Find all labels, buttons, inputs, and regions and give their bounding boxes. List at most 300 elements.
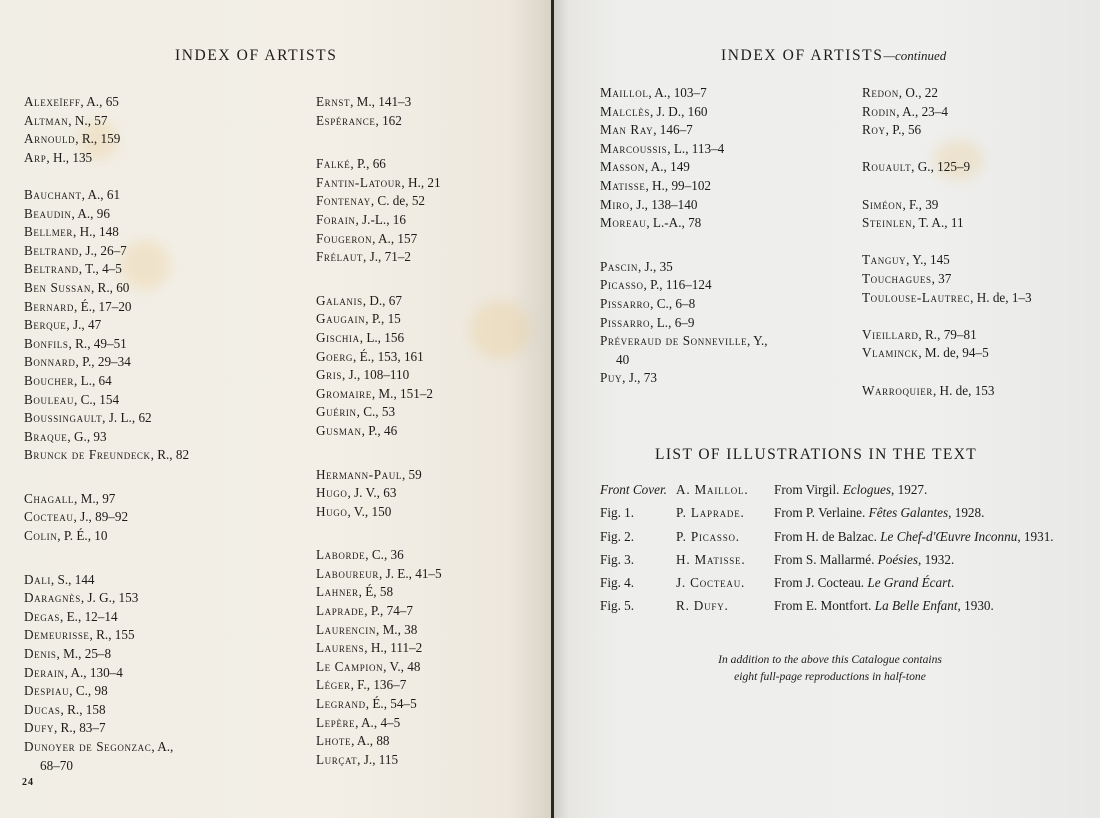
index-entry (600, 140, 768, 159)
index-entry (862, 103, 1032, 122)
page-reference: , P. É., 10 (57, 528, 108, 544)
artist-name: Beltrand (24, 242, 79, 258)
page-reference: , M. de, 94–5 (918, 345, 989, 361)
page-reference: , J. D., 160 (649, 103, 708, 119)
book-gutter (551, 0, 554, 818)
artist-name: Lhote (316, 733, 352, 749)
artist-name: Maillol (600, 85, 649, 100)
figure-label: Fig. 1. (600, 505, 635, 521)
artist-name: Redon (862, 85, 899, 100)
page-reference: , R., 49–51 (68, 335, 127, 351)
page-reference: , É., 153, 161 (353, 348, 424, 364)
heading-text: INDEX OF ARTISTS (175, 47, 338, 64)
section-spacer (316, 441, 442, 466)
artist-name: Pissarro (600, 314, 651, 330)
page-reference: , A., 157 (372, 230, 418, 246)
page-reference: , J., 26–7 (78, 242, 127, 258)
page-reference: , L., 64 (74, 372, 112, 388)
page-reference: , J., 47 (66, 317, 102, 333)
artist-name: Puy (600, 370, 623, 386)
artist-name: Bauchant (24, 186, 82, 202)
section-spacer (24, 546, 189, 571)
artist-name: Warroquier (862, 382, 933, 398)
artist-name: Lepère (316, 714, 356, 730)
work-title: Fêtes Galantes (868, 505, 949, 521)
page-reference: , J., 115 (357, 751, 399, 767)
artist-name: Rouault (862, 159, 912, 175)
page-reference: , G., 125–9 (911, 159, 971, 175)
page-reference: , H., 135 (46, 149, 93, 165)
index-entry (24, 391, 189, 410)
index-entry (316, 93, 442, 112)
artist-name: Dunoyer de Segonzac (24, 739, 152, 754)
index-entry (600, 177, 768, 196)
artist-name: Chagall (24, 490, 74, 506)
index-entry (316, 211, 442, 230)
work-year: , 1930. (957, 598, 994, 614)
work-year: , 1932. (917, 551, 955, 567)
page-reference: , V., 150 (347, 503, 392, 519)
index-entry (316, 565, 442, 584)
illustration-source (774, 575, 954, 591)
index-entry (600, 103, 768, 122)
index-entry (316, 403, 442, 422)
artist-name: Bonnard (24, 354, 76, 370)
index-entry (24, 589, 189, 608)
note-line: In addition to the above this Catalogue contains (718, 653, 942, 666)
page-reference: , A., 103–7 (648, 85, 707, 100)
source-author: From Virgil. (774, 482, 840, 497)
index-entry (316, 621, 442, 640)
artist-name: Laborde (316, 547, 366, 563)
index-entry (316, 676, 442, 695)
index-entry (316, 366, 442, 385)
page-reference: , A., 61 (81, 186, 121, 202)
artist-name: Demeurisse (24, 627, 90, 643)
page-reference: , J. E., 41–5 (378, 565, 442, 581)
heading-continued: —continued (883, 48, 947, 63)
page-reference: , E., 12–14 (60, 608, 118, 624)
illustration-source (774, 505, 984, 521)
index-entry (316, 484, 442, 503)
artist-name: Bellmer (24, 224, 73, 240)
index-entry (862, 121, 1032, 140)
artist-name: Man Ray (600, 122, 654, 138)
index-entry (316, 714, 442, 733)
figure-label: Fig. 4. (600, 575, 635, 591)
index-entry (600, 84, 768, 103)
artist-name: Brunck de Freundeck (24, 447, 151, 463)
page-reference: , L., 6–9 (650, 314, 695, 330)
figure-label: Fig. 2. (600, 528, 635, 544)
index-entry (316, 503, 442, 522)
section-spacer (316, 521, 442, 546)
source-author: From J. Cocteau. (774, 575, 865, 591)
index-entry (316, 230, 442, 249)
index-entry (600, 121, 768, 140)
artist-name: Laboureur (316, 565, 379, 581)
index-entry (24, 626, 189, 645)
artist-name: Fantin-Latour (316, 174, 402, 190)
index-entry (862, 270, 1032, 289)
page-reference: , H. de, 1–3 (970, 289, 1032, 305)
page-reference: , J. L., 62 (102, 410, 152, 426)
index-column (24, 93, 189, 775)
artist-name: Beltrand (24, 261, 79, 277)
artist-name: Toulouse-Lautrec (862, 289, 971, 305)
index-entry (600, 314, 768, 333)
page-reference: , P., 15 (365, 311, 401, 327)
artist-name: Miro (600, 196, 630, 212)
artist-name: Roy (862, 122, 886, 138)
artist-name: Rodin (862, 103, 897, 119)
index-entry (316, 310, 442, 329)
index-entry (862, 158, 1032, 177)
index-entry (600, 276, 768, 295)
page-reference: , 162 (375, 112, 402, 128)
page-reference: , J., 138–140 (629, 196, 698, 212)
work-year: , 1927. (891, 482, 928, 497)
index-entry (862, 326, 1032, 345)
artist-name: Arnould (24, 131, 76, 147)
page-reference: , C., 36 (365, 547, 404, 563)
illustration-artist: P. Picasso. (676, 528, 740, 544)
page-number: 24 (22, 777, 34, 788)
index-column (862, 84, 1032, 400)
page-reference: , H., 99–102 (645, 177, 712, 193)
index-entry (316, 385, 442, 404)
figure-label: Fig. 5. (600, 598, 635, 614)
artist-name: Arp (24, 149, 47, 165)
index-entry (24, 353, 189, 372)
page-reference: , C., 6–8 (650, 295, 696, 311)
index-entry (316, 695, 442, 714)
page-reference: , L.-A., 78 (646, 215, 702, 231)
section-spacer (24, 465, 189, 490)
index-entry (24, 260, 189, 279)
artist-name: Altman (24, 112, 69, 128)
artist-name: Forain (316, 211, 356, 227)
artist-name: Guérin (316, 404, 357, 420)
artist-name: Denis (24, 646, 57, 662)
page-reference: , L., 156 (359, 329, 405, 345)
artist-name: Frélaut (316, 249, 364, 265)
artist-name: Fontenay (316, 193, 371, 209)
work-title: Le Grand Écart (867, 575, 951, 591)
page-reference: , H., 21 (401, 174, 441, 190)
page-reference: , A., 88 (351, 733, 390, 749)
index-entry (24, 93, 189, 112)
section-spacer (862, 307, 1032, 326)
index-entry (862, 382, 1032, 401)
illustration-artist: P. Laprade. (676, 505, 745, 521)
index-entry (24, 205, 189, 224)
artist-name: Gaugain (316, 311, 366, 327)
index-entry (24, 701, 189, 720)
page-reference: , J.-L., 16 (355, 211, 406, 227)
page-reference: , R., 159 (75, 131, 121, 147)
page-reference: , J., 89–92 (73, 509, 129, 525)
index-entry (24, 372, 189, 391)
artist-name: Berque (24, 317, 67, 333)
section-spacer (862, 140, 1032, 159)
page-heading (721, 47, 946, 65)
index-entry (24, 130, 189, 149)
page-reference: , J. G., 153 (80, 590, 139, 606)
index-entry (24, 645, 189, 664)
page-reference: , A., (151, 739, 174, 754)
index-entry (24, 719, 189, 738)
index-entry (316, 192, 442, 211)
artist-name: Vieillard (862, 326, 919, 342)
page-reference: , É, 58 (358, 584, 394, 600)
page-reference: , A., 96 (71, 205, 110, 221)
artist-name: Cocteau (24, 509, 74, 525)
source-author: From E. Montfort. (774, 598, 872, 614)
illustration-artist: H. Matisse. (676, 551, 746, 567)
artist-name: Bouleau (24, 391, 74, 407)
page-reference: , R., 82 (150, 447, 190, 463)
artist-name: Le Campion (316, 658, 384, 674)
section-spacer (862, 177, 1032, 196)
section-spacer (24, 167, 189, 186)
page-reference: , F., 39 (902, 196, 939, 212)
page-reference: , T. A., 11 (912, 215, 964, 231)
artist-name: Fougeron (316, 230, 373, 246)
page-reference: , N., 57 (68, 112, 108, 128)
artist-name: Ducas (24, 701, 61, 717)
index-entry (862, 251, 1032, 270)
page-reference: , 37 (931, 270, 952, 286)
page-reference: , S., 144 (50, 571, 95, 587)
section-spacer (600, 233, 768, 258)
artist-name: Bernard (24, 298, 74, 314)
artist-name: Gusman (316, 422, 362, 438)
artist-name: Derain (24, 664, 65, 680)
figure-label: Front Cover. (600, 482, 667, 497)
index-entry (600, 214, 768, 233)
artist-name: Beaudin (24, 205, 72, 221)
page-reference: , C., 154 (74, 391, 120, 407)
index-entry (24, 149, 189, 168)
illustration-source (774, 598, 994, 614)
page-reference: , R., 79–81 (918, 326, 977, 342)
illustration-artist: R. Dufy. (676, 598, 729, 614)
artist-name: Masson (600, 159, 645, 175)
artist-name: Hugo (316, 503, 348, 519)
index-entry (24, 242, 189, 261)
work-title: La Belle Enfant (874, 598, 958, 614)
page-reference: , P., 56 (885, 122, 922, 138)
page-reference: , P., 29–34 (75, 354, 131, 370)
artist-name: Touchagues (862, 270, 932, 286)
index-entry (24, 409, 189, 428)
index-column (600, 84, 768, 388)
index-entry (24, 508, 189, 527)
section-spacer (316, 267, 442, 292)
index-entry (24, 446, 189, 465)
index-entry (600, 369, 768, 388)
page-reference: , R., 158 (60, 701, 106, 717)
index-entry (316, 583, 442, 602)
page-reference: , T., 4–5 (78, 261, 122, 277)
work-year: . (950, 575, 955, 591)
page-reference: , Y., 145 (906, 252, 950, 268)
artist-name: Laprade (316, 603, 365, 619)
page-reference: , R., 60 (90, 279, 130, 295)
index-entry (24, 112, 189, 131)
page-reference: , P., 66 (350, 156, 386, 172)
index-entry (316, 155, 442, 174)
index-entry (862, 289, 1032, 308)
page-reference: , R., 155 (89, 627, 135, 643)
index-entry (600, 196, 768, 215)
index-entry (316, 422, 442, 441)
page-reference-continued: 68–70 (40, 757, 73, 773)
artist-name: Falké (316, 156, 351, 172)
page-reference-continued: 40 (616, 351, 630, 367)
index-entry (862, 196, 1032, 215)
page-reference: , R., 83–7 (53, 720, 106, 736)
index-entry (316, 639, 442, 658)
index-entry (600, 258, 768, 277)
artist-name: Laurens (316, 640, 365, 656)
index-entry (316, 329, 442, 348)
page-reference: , H., 148 (73, 224, 119, 240)
artist-name: Dufy (24, 720, 54, 736)
index-entry (600, 158, 768, 177)
artist-name: Boucher (24, 372, 74, 388)
illustration-source (774, 482, 927, 498)
artist-name: Picasso (600, 277, 644, 293)
page-reference: , C. de, 52 (370, 193, 426, 209)
artist-name: Galanis (316, 292, 363, 308)
page-reference: , M., 151–2 (371, 385, 434, 401)
index-entry (24, 608, 189, 627)
illustrations-heading: LIST OF ILLUSTRATIONS IN THE TEXT (655, 446, 978, 463)
index-entry (316, 546, 442, 565)
index-entry (24, 316, 189, 335)
artist-name: Tanguy (862, 252, 907, 268)
artist-name: Siméon (862, 196, 903, 212)
page-reference: , F., 136–7 (350, 677, 407, 693)
index-entry (316, 602, 442, 621)
section-spacer (862, 233, 1032, 252)
index-entry (862, 214, 1032, 233)
artist-name: Lahner (316, 584, 359, 600)
index-entry (600, 295, 768, 314)
page-reference: , É., 54–5 (365, 696, 417, 712)
note-line: eight full-page reproductions in half-tone (734, 670, 926, 683)
page-reference: , G., 93 (67, 428, 107, 444)
artist-name: Léger (316, 677, 351, 693)
source-author: From P. Verlaine. (774, 505, 866, 521)
index-entry (24, 490, 189, 509)
illustration-artist: A. Maillol. (676, 482, 749, 497)
index-entry (24, 527, 189, 546)
page-heading (175, 47, 337, 65)
page-reference: , J., 73 (622, 370, 657, 386)
page-reference: , C., 53 (356, 404, 396, 420)
artist-name: Ernst (316, 94, 351, 109)
artist-name: Goerg (316, 348, 354, 364)
artist-name: Gromaire (316, 385, 372, 401)
page-reference: , A., 149 (644, 159, 690, 175)
artist-name: Hugo (316, 485, 348, 501)
artist-name: Daragnès (24, 590, 81, 606)
index-entry (24, 298, 189, 317)
page-reference: , H., 111–2 (364, 640, 423, 656)
index-entry (24, 223, 189, 242)
artist-name: Hermann-Paul (316, 466, 402, 482)
artist-name: Marcoussis (600, 140, 668, 156)
index-entry (600, 332, 768, 369)
page-reference: , M., 38 (375, 621, 418, 637)
page-reference: , A., 65 (80, 94, 119, 109)
index-entry (24, 571, 189, 590)
page-reference: , A., 4–5 (355, 714, 401, 730)
page-reference: , O., 22 (898, 85, 938, 100)
artist-name: Vlaminck (862, 345, 919, 361)
figure-label: Fig. 3. (600, 551, 635, 567)
index-entry (316, 732, 442, 751)
page-reference: , P., 46 (361, 422, 398, 438)
artist-name: Pascin (600, 258, 638, 274)
page-reference: , P., 74–7 (364, 603, 413, 619)
index-entry (316, 112, 442, 131)
page-reference: , M., 141–3 (350, 94, 412, 109)
index-entry (24, 664, 189, 683)
page-reference: , H. de, 153 (932, 382, 995, 398)
index-entry (24, 682, 189, 701)
page-reference: , A., 130–4 (64, 664, 123, 680)
artist-name: Colin (24, 528, 58, 544)
index-entry (24, 186, 189, 205)
page-reference: , D., 67 (362, 292, 402, 308)
index-entry (316, 751, 442, 770)
artist-name: Bonfils (24, 335, 69, 351)
illustration-source (774, 552, 954, 568)
page-reference: , J. V., 63 (347, 485, 397, 501)
index-entry (24, 428, 189, 447)
artist-name: Braque (24, 428, 68, 444)
artist-name: Boussingault (24, 410, 103, 426)
artist-name: Pissarro (600, 295, 651, 311)
work-title: Poésies (877, 551, 918, 567)
artist-name: Espérance (316, 112, 376, 128)
section-spacer (316, 130, 442, 155)
artist-name: Ben Sussan (24, 279, 91, 295)
section-spacer (862, 363, 1032, 382)
page-reference: , M., 97 (74, 490, 116, 506)
page-reference: , 59 (401, 466, 422, 482)
paper-stain (470, 300, 530, 360)
right-page (553, 0, 1100, 818)
page-reference: , L., 113–4 (667, 140, 725, 156)
illustration-artist: J. Cocteau. (676, 575, 746, 591)
index-entry (316, 292, 442, 311)
page-reference: , J., 71–2 (363, 249, 412, 265)
artist-name: Gris (316, 367, 342, 383)
page-reference: , M., 25–8 (56, 646, 112, 662)
artist-name: Alexeïeff (24, 94, 81, 109)
index-entry (24, 738, 189, 775)
page-reference: , V., 48 (383, 658, 421, 674)
artist-name: Steinlen (862, 215, 913, 231)
artist-name: Despiau (24, 683, 70, 699)
work-title: Le Chef-d'Œuvre Inconnu (880, 528, 1018, 544)
artist-name: Malclès (600, 103, 650, 119)
